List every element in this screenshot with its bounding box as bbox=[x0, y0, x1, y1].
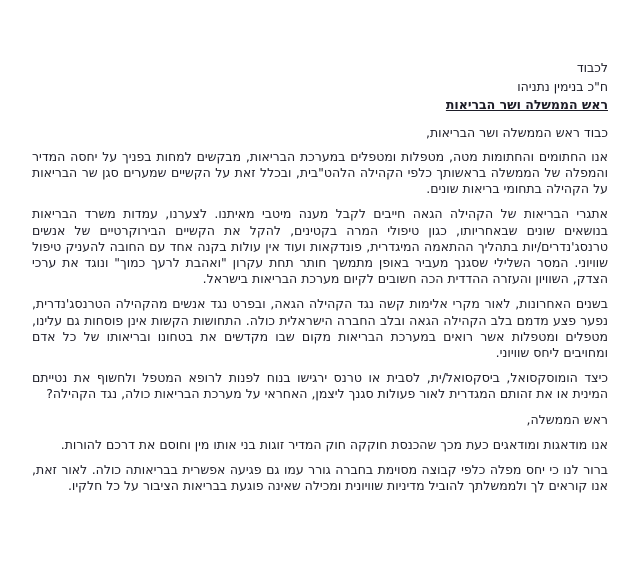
paragraph-6: ברור לנו כי יחס מפלה כלפי קבוצה מסוימת בחברה גורר עמו גם פגיעה אפשרית בבריאותה כולה. לאור זאת, אנו קוראים לך ולממשלתך להוביל מדיניות שוויונית ומכילה שאינה פוגעת בבריאות הציבור על כל חלקיו. bbox=[32, 461, 608, 494]
recipient-block bbox=[32, 59, 608, 115]
paragraph-2: אתגרי הבריאות של הקהילה הגאה חייבים לקבל מענה מיטבי מאיתנו. לצערנו, עמדות משרד הבריאות בנושאים שונים שבאחריותו, כגון טיפולי המרה בקטינים, להקל את הקשיים הבירוקרטיים של אנשים טרנסג'נדרים/יות בתהליך ההתאמה המיגדרית, פונדקאות ועוד אין עולות בקנה אחד עם החובה להעניק טיפול שוויוני. המסר השלילי שסגנך מעביר באופן מתמשך חותר תחת עקרון "ואהבת לרעך כמוך" ונוגד את ערכי הצדק, השוויון והעזרה ההדדית הכה חשובים לקיום מערכת הבריאות בישראל. bbox=[32, 206, 608, 287]
recipient-name: ח"כ בנימין נתניהו bbox=[517, 78, 608, 94]
recipient-title: ראש הממשלה ושר הבריאות bbox=[445, 97, 608, 112]
salutation: כבוד ראש הממשלה ושר הבריאות, bbox=[425, 124, 608, 140]
paragraph-3: בשנים האחרונות, לאור מקרי אלימות קשה נגד הקהילה הגאה, ובפרט נגד אנשים מהקהילה הטרנסג'נדרית, נפער פצע מדמם בלב הקהילה הגאה ובלב החברה הישראלית כולה. התחושות הקשות אינן פוסחות גם עלינו, מטפלים ומטפלות אשר רואים במערכת הבריאות מקום שבו מקדשים את בטחונו ובריאותו של כל אדם ומחויבים ליחס שוויוני. bbox=[32, 296, 608, 360]
vocative-line: ראש הממשלה, bbox=[526, 411, 608, 427]
paragraph-1: אנו החתומים והחתומות מטה, מטפלות ומטפלים במערכת הבריאות, מבקשים למחות בפניך על יחסה המדיר והמפלה של הממשלה בראשותך כלפי הקהילה הלהט"בית, ובכלל זאת על הקשיים שמערים סגן שר הבריאות על הקהילה בתחומי בריאות שונים. bbox=[32, 148, 608, 197]
paragraph-4: כיצד הומוסקסואל, ביסקסואל/ית, לסבית או טרנס ירגישו בנוח לפנות לרופא המטפל ולחשוף את נטייתם המינית או את זהותם המגדרית לאור פעולות סגנך ליצמן, האחראי על מערכת הבריאות כולה, נגד הקהילה? bbox=[32, 370, 608, 402]
paragraph-5: אנו מודאגות ומודאגים כעת מכך שהכנסת חוקקה חוק המדיר זוגות בני אותו מין וחוסם את דרכם להורות. bbox=[60, 436, 608, 452]
letter-body bbox=[32, 59, 608, 494]
recipient-honorific: לכבוד bbox=[576, 60, 608, 75]
